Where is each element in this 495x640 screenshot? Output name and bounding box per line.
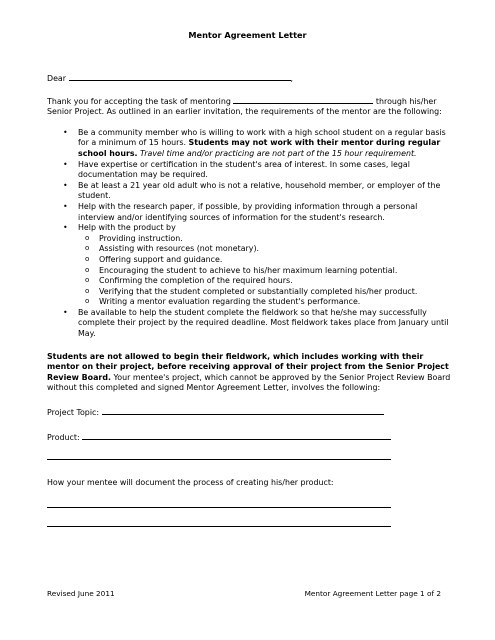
fieldwork-notice	[47, 352, 454, 394]
travel-time-note: Travel time and/or practicing are not part of the 15 hour requirement.	[140, 148, 417, 158]
intro-paragraph	[47, 95, 454, 118]
requirement-item: • Help with the product by o Providing instruction. o Assisting with resources (not monetary). o Offering support and guidance. o Encouraging the student to achieve to his/her maximum learning potential. o Confirming the completion of the required hours. o Verifying that the student completed or substantially completed his/her product. o Writing a mentor evaluation regarding the student's performance.	[78, 223, 454, 308]
document-answer-line-2[interactable]	[47, 516, 391, 527]
sub-item: o Providing instruction.	[99, 234, 454, 245]
page-title: Mentor Agreement Letter	[188, 30, 307, 40]
requirements-list	[47, 128, 454, 340]
salutation	[47, 72, 454, 85]
sub-item: o Confirming the completion of the required hours.	[99, 276, 454, 287]
school-hours-rule: Students may not work with their mentor during regular school hours.	[78, 138, 441, 158]
intro-text-1: Thank you for accepting the task of mentoring	[47, 96, 231, 106]
product-help-sublist	[78, 234, 454, 308]
project-topic-label: Project Topic:	[47, 408, 100, 418]
requirement-item: • Be available to help the student complete the fieldwork so that he/she may successfully complete their project by the required deadline. Most fieldwork takes place from January until May.	[78, 308, 454, 340]
product-row	[47, 431, 454, 444]
document-answer-line-1[interactable]	[47, 497, 391, 508]
project-topic-field[interactable]	[102, 406, 384, 415]
product-label: Product:	[47, 432, 80, 442]
sub-item: o Verifying that the student completed or substantially completed his/her product.	[99, 287, 454, 298]
product-field[interactable]	[82, 431, 391, 440]
student-name-blank[interactable]	[233, 95, 373, 104]
sub-item: o Encouraging the student to achieve to his/her maximum learning potential.	[99, 266, 454, 277]
letter-body	[47, 72, 454, 527]
revision-date: Revised June 2011	[47, 589, 115, 598]
intro-text-2: through his/her Senior Project. As outlined in an earlier invitation, the requirements of the mentor are the following:	[47, 96, 442, 117]
page-number: Mentor Agreement Letter page 1 of 2	[304, 589, 441, 598]
product-field-line-2[interactable]	[47, 449, 391, 460]
project-topic-row	[47, 406, 454, 419]
requirement-item: • Be a community member who is willing to work with a high school student on a regular basis for a minimum of 15 hours. Students may not work with their mentor during regular school hours. Travel time and/or practicing are not part of the 15 hour requirement.	[78, 128, 454, 160]
requirement-item: • Be at least a 21 year old adult who is not a relative, household member, or employer of the student.	[78, 181, 454, 202]
recipient-blank[interactable]	[69, 72, 291, 81]
dear-comma: ,	[290, 74, 294, 83]
requirement-item: • Have expertise or certification in the student's area of interest. In some cases, legal documentation may be required.	[78, 160, 454, 181]
notice-text: Your mentee's project, which cannot be approved by the Senior Project Review Board without this completed and signed Mentor Agreement Letter, involves the following:	[47, 372, 451, 393]
sub-item: o Offering support and guidance.	[99, 255, 454, 266]
sub-item: o Assisting with resources (not monetary).	[99, 244, 454, 255]
dear-label: Dear	[47, 74, 67, 83]
document-question: How your mentee will document the process of creating his/her product:	[47, 478, 334, 488]
notice-bold-text: Students are not allowed to begin their fieldwork, which includes working with their mentor on their project, before receiving approval of their project from the Senior Project Review Board.	[47, 351, 449, 382]
sub-item: o Writing a mentor evaluation regarding the student's performance.	[99, 297, 454, 308]
requirement-item: • Help with the research paper, if possible, by providing information through a personal interview and/or identifying sources of information for the student's research.	[78, 202, 454, 223]
